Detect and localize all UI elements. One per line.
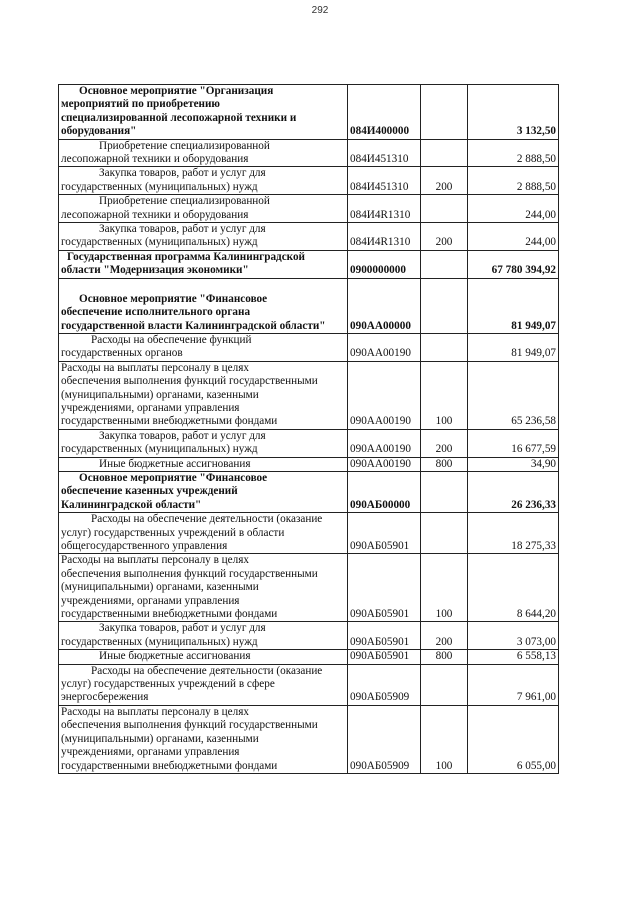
row-name [59, 195, 348, 223]
row-name-line: Закупка товаров, работ и услуг для [99, 223, 266, 236]
table-row [59, 361, 559, 429]
table-row [59, 85, 559, 140]
row-name [59, 622, 348, 650]
row-amount: 244,00 [468, 223, 559, 251]
row-expense-type: 200 [421, 622, 468, 650]
row-name-line: государственных органов [61, 347, 183, 360]
row-expense-type [421, 278, 468, 333]
row-name-line: Расходы на выплаты персоналу в целях [61, 361, 249, 374]
row-name-line: государственными внебюджетными фондами [61, 759, 278, 772]
row-amount: 6 558,13 [468, 650, 559, 664]
table-row [59, 622, 559, 650]
row-name [59, 139, 348, 167]
row-name-line: обеспечения выполнения функций государственными [61, 719, 318, 732]
row-name [59, 167, 348, 195]
row-name [59, 554, 348, 622]
row-name [59, 333, 348, 361]
row-name-line: учреждениями, органами управления [61, 594, 240, 607]
row-name-line: учреждениями, органами управления [61, 401, 240, 414]
row-name-line: лесопожарной техники и оборудования [61, 153, 249, 166]
row-name-line: государственными внебюджетными фондами [61, 415, 278, 428]
row-name-line: услуг) государственных учреждений в сфере [61, 678, 275, 691]
row-name-line: Основное мероприятие "Организация [79, 85, 274, 97]
row-name-line: Расходы на выплаты персоналу в целях [61, 554, 249, 567]
row-name [59, 361, 348, 429]
row-name-line: государственных (муниципальных) нужд [61, 443, 258, 456]
row-expense-type [421, 513, 468, 554]
row-name [59, 85, 348, 140]
row-name-line: области "Модернизация экономики" [61, 264, 249, 277]
page-number: 292 [311, 5, 329, 16]
row-expense-type: 100 [421, 361, 468, 429]
row-name-line: Расходы на обеспечение деятельности (оказание [91, 664, 323, 677]
row-name-line: Расходы на обеспечение функций [91, 333, 252, 346]
table-row [59, 195, 559, 223]
row-name-line: Иные бюджетные ассигнования [99, 457, 251, 470]
row-name-line: Расходы на обеспечение деятельности (оказание [91, 513, 323, 526]
row-name [59, 223, 348, 251]
row-amount: 7 961,00 [468, 664, 559, 705]
table-row [59, 167, 559, 195]
row-amount: 8 644,20 [468, 554, 559, 622]
row-name-line: Расходы на выплаты персоналу в целях [61, 705, 249, 718]
row-amount: 26 236,33 [468, 471, 559, 512]
row-name [59, 650, 348, 664]
row-expense-type: 200 [421, 429, 468, 457]
table-row [59, 705, 559, 773]
row-amount: 2 888,50 [468, 139, 559, 167]
row-code: 090АБ05901 [348, 554, 421, 622]
row-code: 090АА00190 [348, 361, 421, 429]
table-row [59, 223, 559, 251]
row-expense-type [421, 333, 468, 361]
row-amount: 18 275,33 [468, 513, 559, 554]
row-expense-type [421, 664, 468, 705]
row-amount: 3 073,00 [468, 622, 559, 650]
row-name-line: Государственная программа Калининградской [67, 250, 305, 263]
row-code: 090АБ05901 [348, 650, 421, 664]
row-code: 0900000000 [348, 250, 421, 278]
row-code: 090АБ05901 [348, 622, 421, 650]
row-amount: 6 055,00 [468, 705, 559, 773]
row-name-line: (муниципальными) органами, казенными [61, 388, 259, 401]
row-name-line: государственных (муниципальных) нужд [61, 236, 258, 249]
table-row [59, 278, 559, 333]
row-code: 090АБ05909 [348, 664, 421, 705]
row-name-line: обеспечение исполнительного органа [61, 306, 251, 319]
row-name [59, 471, 348, 512]
row-name-line: обеспечения выполнения функций государственными [61, 375, 318, 388]
row-code: 090АА00190 [348, 429, 421, 457]
row-name-line: лесопожарной техники и оборудования [61, 208, 249, 221]
row-code: 084И451310 [348, 139, 421, 167]
budget-table-body [59, 85, 559, 774]
row-name-line: Калининградской области" [61, 498, 202, 511]
row-code: 084И400000 [348, 85, 421, 140]
row-code: 090АБ00000 [348, 471, 421, 512]
row-amount: 65 236,58 [468, 361, 559, 429]
row-name [59, 278, 348, 333]
row-name-line: услуг) государственных учреждений в области [61, 526, 285, 539]
table-row [59, 554, 559, 622]
table-row [59, 513, 559, 554]
row-name-line: обеспечения выполнения функций государственными [61, 567, 318, 580]
row-name-line: Основное мероприятие "Финансовое [79, 292, 268, 305]
row-name-line: оборудования" [61, 125, 137, 138]
row-expense-type [421, 139, 468, 167]
row-expense-type: 100 [421, 705, 468, 773]
row-expense-type [421, 471, 468, 512]
row-name-line: государственных (муниципальных) нужд [61, 180, 258, 193]
row-amount: 16 677,59 [468, 429, 559, 457]
row-code: 090АА00190 [348, 333, 421, 361]
row-name-line: обеспечение казенных учреждений [61, 485, 238, 498]
row-code: 084И4R1310 [348, 223, 421, 251]
row-amount: 67 780 394,92 [468, 250, 559, 278]
row-name-line: Закупка товаров, работ и услуг для [99, 429, 266, 442]
row-name [59, 705, 348, 773]
row-expense-type: 100 [421, 554, 468, 622]
row-expense-type: 200 [421, 223, 468, 251]
row-amount: 81 949,07 [468, 333, 559, 361]
row-code: 084И451310 [348, 167, 421, 195]
table-row [59, 457, 559, 471]
row-name [59, 250, 348, 278]
row-expense-type [421, 250, 468, 278]
table-row [59, 429, 559, 457]
row-expense-type [421, 85, 468, 140]
row-name-line: общегосударственного управления [61, 540, 228, 552]
row-name-line: Основное мероприятие "Финансовое [79, 471, 268, 484]
row-name [59, 513, 348, 554]
row-name-line: специализированной лесопожарной техники и [61, 111, 297, 124]
row-name-line: энергосбережения [61, 691, 149, 704]
row-expense-type: 200 [421, 167, 468, 195]
row-name-line: Приобретение специализированной [99, 139, 270, 152]
row-name [59, 664, 348, 705]
row-name [59, 429, 348, 457]
row-name-line: учреждениями, органами управления [61, 746, 240, 759]
row-name-line: (муниципальными) органами, казенными [61, 581, 259, 594]
row-name-line: Приобретение специализированной [99, 195, 270, 208]
row-amount: 3 132,50 [468, 85, 559, 140]
row-name-line: мероприятий по приобретению [61, 98, 220, 111]
row-amount: 34,90 [468, 457, 559, 471]
row-expense-type: 800 [421, 650, 468, 664]
table-row [59, 664, 559, 705]
table-row [59, 471, 559, 512]
row-name-line: Закупка товаров, работ и услуг для [99, 167, 266, 180]
row-name [59, 457, 348, 471]
row-amount: 81 949,07 [468, 278, 559, 333]
row-name-line: (муниципальными) органами, казенными [61, 732, 259, 745]
row-code: 090АБ05901 [348, 513, 421, 554]
table-row [59, 250, 559, 278]
row-code: 090АА00000 [348, 278, 421, 333]
budget-table [58, 84, 559, 774]
table-row [59, 650, 559, 664]
row-code: 090АА00190 [348, 457, 421, 471]
row-name-line: Закупка товаров, работ и услуг для [99, 622, 266, 635]
row-code: 090АБ05909 [348, 705, 421, 773]
row-amount: 2 888,50 [468, 167, 559, 195]
table-row [59, 139, 559, 167]
table-row [59, 333, 559, 361]
row-name-line: государственной власти Калининградской области" [61, 319, 326, 332]
row-name-line: Иные бюджетные ассигнования [99, 650, 251, 663]
row-expense-type: 800 [421, 457, 468, 471]
row-name-line: государственными внебюджетными фондами [61, 608, 278, 621]
row-name-line: государственных (муниципальных) нужд [61, 635, 258, 648]
row-expense-type [421, 195, 468, 223]
row-code: 084И4R1310 [348, 195, 421, 223]
row-amount: 244,00 [468, 195, 559, 223]
